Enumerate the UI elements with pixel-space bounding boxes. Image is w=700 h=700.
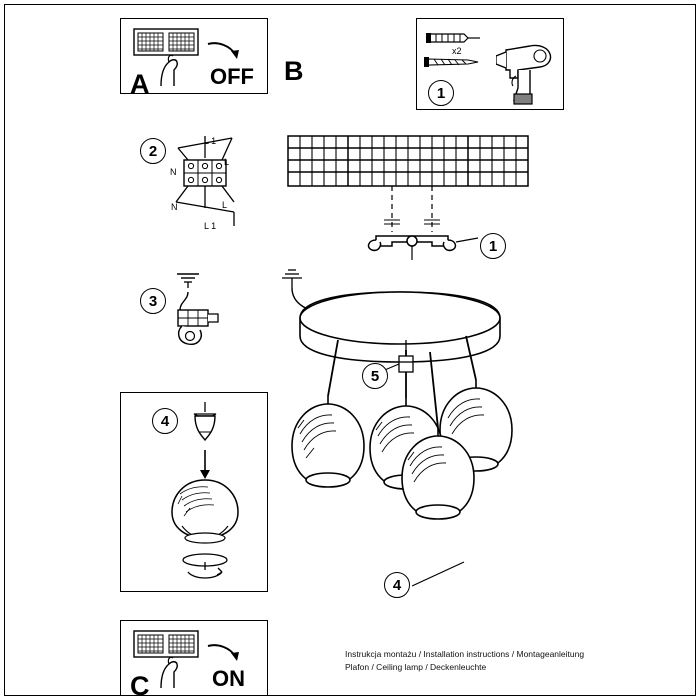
footer-line-1: Instrukcja montażu / Installation instructions / Montageanleitung — [345, 649, 585, 659]
label-off: OFF — [210, 64, 254, 89]
step-number-3: 3 — [140, 288, 166, 314]
wire-label-earth-bottom: L 1 — [204, 221, 217, 231]
screw-icon — [424, 56, 484, 68]
step-number-4-box: 4 — [152, 408, 178, 434]
label-on: ON — [212, 666, 245, 691]
arrow-icon-on — [206, 642, 240, 666]
wire-label-earth-top: L 1 — [204, 136, 217, 146]
arrow-icon-off — [206, 40, 240, 64]
section-label-c: C — [130, 671, 150, 700]
ceiling-lamp-assembly-icon — [280, 128, 700, 648]
wire-label-top-right: L — [224, 157, 230, 167]
callout-number-5: 5 — [362, 363, 388, 389]
wire-label-bottom-left: N — [171, 202, 178, 212]
wire-label-top-left: N — [170, 167, 177, 177]
step-number-2: 2 — [140, 138, 166, 164]
wire-label-bottom-right: L — [222, 200, 228, 210]
power-drill-icon — [496, 26, 558, 106]
callout-number-4: 4 — [384, 572, 410, 598]
footer-line-2: Plafon / Ceiling lamp / Deckenleuchte — [345, 662, 487, 672]
glass-shade-icon — [160, 476, 250, 556]
earth-ground-icon — [172, 268, 204, 290]
cable-connector-icon — [172, 288, 228, 348]
callout-leader-4 — [412, 560, 468, 592]
shade-ring-icon — [176, 552, 234, 584]
section-label-b: B — [284, 56, 304, 86]
callout-number-1: 1 — [480, 233, 506, 259]
light-bulb-icon — [182, 400, 228, 446]
section-label-a: A — [130, 69, 150, 99]
step-number-1-box: 1 — [428, 80, 454, 106]
wall-plug-icon — [424, 30, 482, 46]
label-x2: x2 — [452, 46, 462, 56]
